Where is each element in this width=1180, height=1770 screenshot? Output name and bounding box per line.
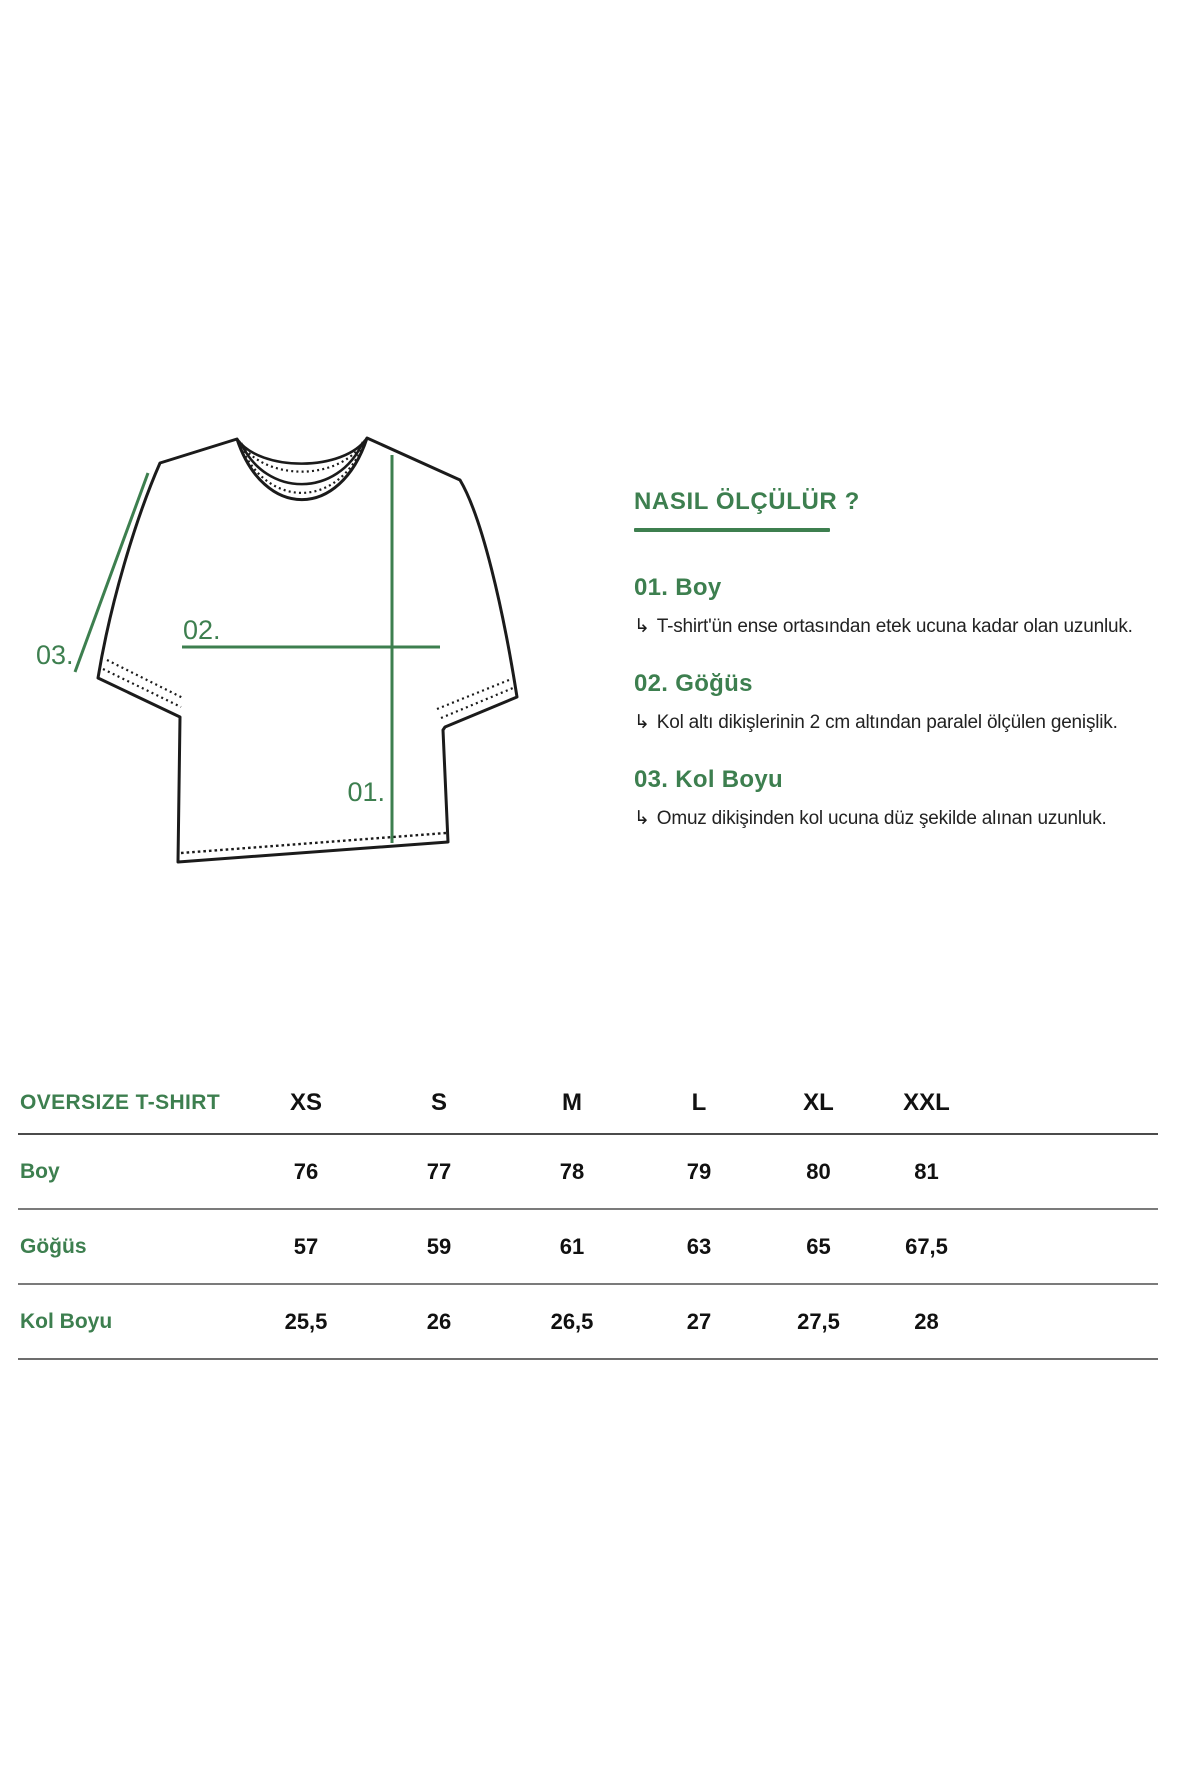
boy-xs: 76 [293, 1158, 319, 1184]
size-header-l: L [691, 1088, 707, 1116]
table-row-kol-boyu [18, 1285, 1158, 1360]
kol-xxl: 28 [914, 1308, 939, 1334]
measure-item-desc-kol-boyu [634, 807, 1134, 830]
how-to-measure-title: NASIL ÖLÇÜLÜR ? [634, 488, 860, 515]
gogus-xs: 57 [293, 1233, 319, 1259]
size-table-header-row [18, 1072, 1158, 1135]
kol-m: 26,5 [550, 1308, 594, 1334]
boy-l: 79 [686, 1158, 712, 1184]
product-label: OVERSIZE T-SHIRT [20, 1090, 221, 1114]
table-row-boy [18, 1135, 1158, 1210]
gogus-xl: 65 [806, 1233, 831, 1259]
down-right-arrow-icon: ↳ [634, 616, 650, 637]
size-header-xs: XS [289, 1088, 322, 1116]
table-row-gogus [18, 1210, 1158, 1285]
size-header-xxl: XXL [903, 1088, 950, 1116]
diagram-label-03: 03. [36, 640, 74, 670]
title-underline [634, 528, 830, 532]
down-right-arrow-icon: ↳ [634, 712, 650, 733]
size-header-m: M [562, 1088, 582, 1116]
gogus-xxl: 67,5 [905, 1233, 948, 1259]
gogus-s: 59 [426, 1233, 452, 1259]
measure-desc-text: T-shirt'ün ense ortasından etek ucuna kadar olan uzunluk. [656, 616, 1133, 637]
measure-item-heading-boy: 01. Boy [634, 574, 722, 601]
boy-s: 77 [426, 1158, 452, 1184]
size-header-s: S [430, 1088, 447, 1116]
gogus-m: 61 [559, 1233, 585, 1259]
measure-item-heading-kol-boyu: 03. Kol Boyu [634, 766, 783, 793]
measure-item-desc-boy [634, 615, 1134, 638]
boy-xxl: 81 [914, 1158, 939, 1184]
how-to-measure-panel [634, 488, 1134, 830]
gogus-l: 63 [686, 1233, 712, 1259]
diagram-label-02: 02. [183, 615, 221, 645]
tshirt-drawing [30, 360, 560, 880]
row-label-gogus: Göğüs [20, 1234, 87, 1258]
measure-desc-text: Omuz dikişinden kol ucuna düz şekilde alınan uzunluk. [656, 808, 1107, 829]
kol-l: 27 [686, 1308, 712, 1334]
measure-desc-text: Kol altı dikişlerinin 2 cm altından paralel ölçülen genişlik. [656, 712, 1118, 733]
size-header-xl: XL [803, 1088, 834, 1116]
diagram-label-01: 01. [347, 777, 385, 807]
measure-item-desc-gogus [634, 711, 1134, 734]
kol-s: 26 [426, 1308, 452, 1334]
boy-xl: 80 [806, 1158, 831, 1184]
row-label-kol-boyu: Kol Boyu [20, 1309, 113, 1333]
kol-xl: 27,5 [797, 1308, 840, 1334]
boy-m: 78 [559, 1158, 585, 1184]
kol-xs: 25,5 [284, 1308, 328, 1334]
size-table [18, 1072, 1158, 1360]
row-label-boy: Boy [20, 1159, 60, 1183]
tshirt-measure-diagram [30, 360, 560, 880]
shirt-outline [98, 438, 517, 862]
down-right-arrow-icon: ↳ [634, 808, 650, 829]
measure-item-heading-gogus: 02. Göğüs [634, 670, 753, 697]
